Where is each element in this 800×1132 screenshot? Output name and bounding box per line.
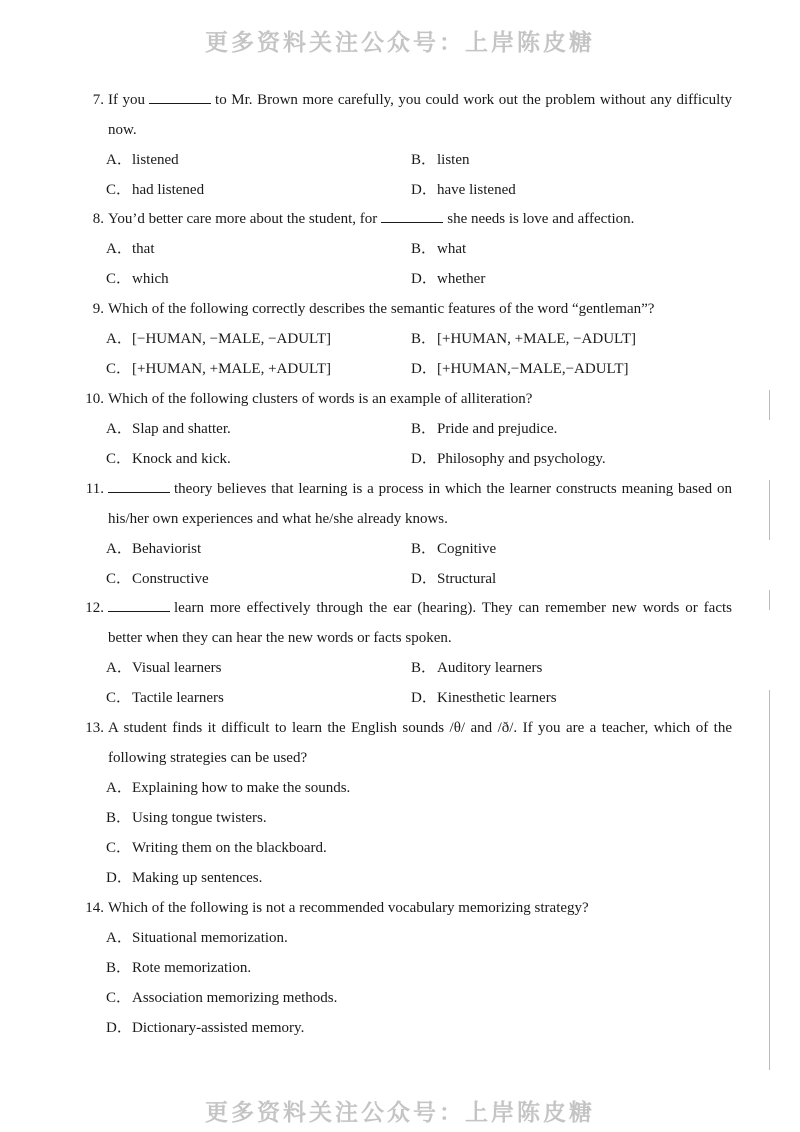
option-b: B．listen bbox=[411, 152, 470, 168]
watermark-top: 更多资料关注公众号：上岸陈皮糖 bbox=[205, 30, 595, 56]
option-d: D．Structural bbox=[411, 571, 497, 587]
options bbox=[106, 653, 732, 713]
options bbox=[106, 145, 732, 205]
option-d: D．have listened bbox=[411, 182, 516, 198]
scan-artifact bbox=[769, 590, 770, 610]
options bbox=[106, 414, 732, 474]
option-a: A．listened bbox=[106, 152, 179, 168]
option-b: B．Cognitive bbox=[411, 541, 497, 557]
answer-blank bbox=[108, 478, 170, 493]
question-stem: Which of the following correctly describes the semantic features of the word “gentleman”? bbox=[108, 301, 655, 317]
answer-blank bbox=[381, 208, 443, 223]
option-b: B．Auditory learners bbox=[411, 660, 543, 676]
option-c: C．Constructive bbox=[106, 571, 209, 587]
question-number: 13. bbox=[85, 720, 104, 736]
question-13 bbox=[76, 713, 732, 893]
option-c: C．had listened bbox=[106, 182, 205, 198]
options bbox=[106, 923, 732, 1043]
question-number: 11. bbox=[85, 481, 104, 497]
option-c: C．Tactile learners bbox=[106, 690, 224, 706]
question-stem: If you to Mr. Brown more carefully, you could work out the problem without any difficulty now. bbox=[108, 85, 732, 145]
option-c: C．Association memorizing methods. bbox=[106, 990, 338, 1006]
option-d: D．Philosophy and psychology. bbox=[411, 451, 606, 467]
option-d: D．Making up sentences. bbox=[106, 870, 263, 886]
option-a: A．Visual learners bbox=[106, 660, 222, 676]
option-a: A．Behaviorist bbox=[106, 541, 202, 557]
scan-artifact bbox=[769, 480, 770, 540]
question-stem: learn more effectively through the ear (hearing). They can remember new words or facts better when they can hear the new words or facts spoken. bbox=[108, 593, 732, 653]
option-b: B．Rote memorization. bbox=[106, 960, 252, 976]
question-11 bbox=[76, 474, 732, 594]
options bbox=[106, 534, 732, 594]
question-stem: You’d better care more about the student, for she needs is love and affection. bbox=[108, 204, 732, 234]
question-number: 9. bbox=[92, 301, 104, 317]
option-b: B．[+HUMAN, +MALE, −ADULT] bbox=[411, 331, 636, 347]
option-a: A．Explaining how to make the sounds. bbox=[106, 780, 351, 796]
option-c: C．which bbox=[106, 271, 169, 287]
question-12 bbox=[76, 593, 732, 713]
question-stem: Which of the following is not a recommended vocabulary memorizing strategy? bbox=[108, 900, 589, 916]
question-number: 8. bbox=[92, 211, 104, 227]
option-c: C．[+HUMAN, +MALE, +ADULT] bbox=[106, 361, 331, 377]
question-9 bbox=[76, 294, 732, 384]
question-stem: Which of the following clusters of words is an example of alliteration? bbox=[108, 391, 533, 407]
question-number: 10. bbox=[85, 391, 104, 407]
question-number: 14. bbox=[85, 900, 104, 916]
option-d: D．whether bbox=[411, 271, 486, 287]
scan-artifact bbox=[769, 390, 770, 420]
option-a: A．Situational memorization. bbox=[106, 930, 288, 946]
watermark-bottom: 更多资料关注公众号：上岸陈皮糖 bbox=[205, 1100, 595, 1126]
question-stem: A student finds it difficult to learn the English sounds /θ/ and /ð/. If you are a teacher, which of the following strategies can be used? bbox=[108, 720, 732, 766]
option-b: B．Pride and prejudice. bbox=[411, 421, 558, 437]
option-d: D．Kinesthetic learners bbox=[411, 690, 557, 706]
question-number: 12. bbox=[85, 600, 104, 616]
option-d: D．Dictionary-assisted memory. bbox=[106, 1020, 305, 1036]
scan-artifact bbox=[769, 690, 770, 1070]
answer-blank bbox=[108, 597, 170, 612]
option-b: B．Using tongue twisters. bbox=[106, 810, 267, 826]
option-c: C．Knock and kick. bbox=[106, 451, 231, 467]
question-7 bbox=[76, 85, 732, 205]
option-d: D．[+HUMAN,−MALE,−ADULT] bbox=[411, 361, 629, 377]
question-10 bbox=[76, 384, 732, 474]
option-b: B．what bbox=[411, 241, 467, 257]
options bbox=[106, 234, 732, 294]
option-a: A．that bbox=[106, 241, 155, 257]
question-14 bbox=[76, 893, 732, 1043]
question-stem: theory believes that learning is a process in which the learner constructs meaning based on his/her own experiences and what he/she already knows. bbox=[108, 474, 732, 534]
question-number: 7. bbox=[92, 92, 104, 108]
option-c: C．Writing them on the blackboard. bbox=[106, 840, 327, 856]
question-8 bbox=[76, 204, 732, 294]
options bbox=[106, 773, 732, 893]
answer-blank bbox=[149, 89, 211, 104]
options bbox=[106, 324, 732, 384]
option-a: A．[−HUMAN, −MALE, −ADULT] bbox=[106, 331, 331, 347]
option-a: A．Slap and shatter. bbox=[106, 421, 231, 437]
